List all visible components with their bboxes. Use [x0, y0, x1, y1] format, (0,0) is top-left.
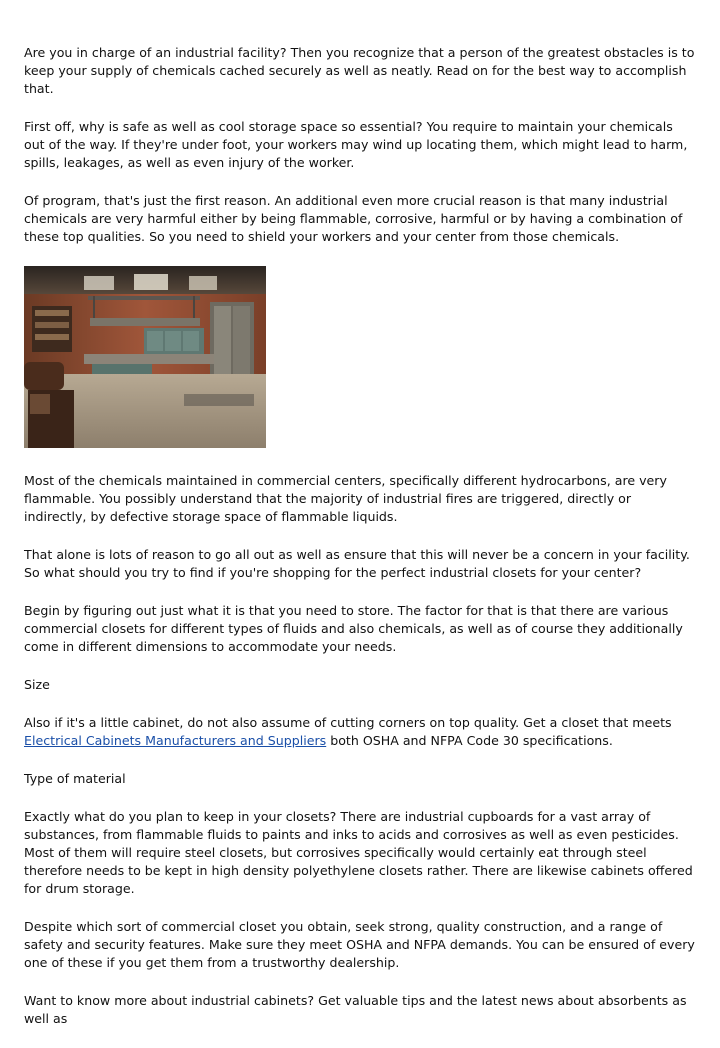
paragraph-why-storage: First off, why is safe as well as cool storage space so essential? You require to maintain your chemicals out of the way. If they're under foot, your workers may wind up locating them, which might lead to harm, spills, leakages, as well as even injury of the worker. [24, 119, 688, 170]
paragraph-flammable: Most of the chemicals maintained in commercial centers, specifically different hydrocarbons, are very flammable. You possibly understand that the majority of industrial fires are triggered, directly or indirectly, by defective storage space of flammable liquids. [24, 473, 667, 524]
paragraph-reason: That alone is lots of reason to go all out as well as ensure that this will never be a concern in your facility. So what should you try to find if you're shopping for the perfect industrial closets for your center? [24, 547, 690, 580]
photo-illustration [24, 266, 266, 448]
paragraph-know-more: Want to know more about industrial cabinets? Get valuable tips and the latest news about absorbents as well as [24, 993, 687, 1026]
paragraph-quality [24, 714, 696, 750]
heading-size: Size [24, 677, 50, 692]
paragraph-construction: Despite which sort of commercial closet you obtain, seek strong, quality construction, and a range of safety and security features. Make sure they meet OSHA and NFPA demands. You can be ensured of every one of these if you get them from a trustworthy dealership. [24, 919, 695, 970]
paragraph-substances: Exactly what do you plan to keep in your closets? There are industrial cupboards for a vast array of substances, from flammable fluids to paints and inks to acids and corrosives as well as even pesticides. Most of them will require steel closets, but corrosives specifically would certainly eat through steel therefore needs to be kept in high density polyethylene closets rather. There are likewise cabinets offered for drum storage. [24, 809, 693, 896]
paragraph-intro: Are you in charge of an industrial facility? Then you recognize that a person of the greatest obstacles is to keep your supply of chemicals cached securely as well as neatly. Read on for the best way to accomplish that. [24, 45, 695, 96]
paragraph-hazards: Of program, that's just the first reason. An additional even more crucial reason is that many industrial chemicals are very harmful either by being flammable, corrosive, harmful or by having a combination of these top qualities. So you need to shield your workers and your center from those chemicals. [24, 193, 683, 244]
article-body [24, 44, 696, 1048]
paragraph-figure-out: Begin by figuring out just what it is that you need to store. The factor for that is that there are various commercial closets for different types of fluids and also chemicals, as well as of course they additionally come in different dimensions to accommodate your needs. [24, 603, 683, 654]
heading-type-of-material: Type of material [24, 771, 126, 786]
paragraph-quality-before: Also if it's a little cabinet, do not also assume of cutting corners on top quality. Get a closet that meets [24, 715, 672, 730]
electrical-cabinets-link[interactable]: Electrical Cabinets Manufacturers and Suppliers [24, 733, 327, 748]
industrial-loft-kitchen-photo [24, 266, 266, 448]
paragraph-quality-after: both OSHA and NFPA Code 30 specifications. [326, 733, 613, 748]
